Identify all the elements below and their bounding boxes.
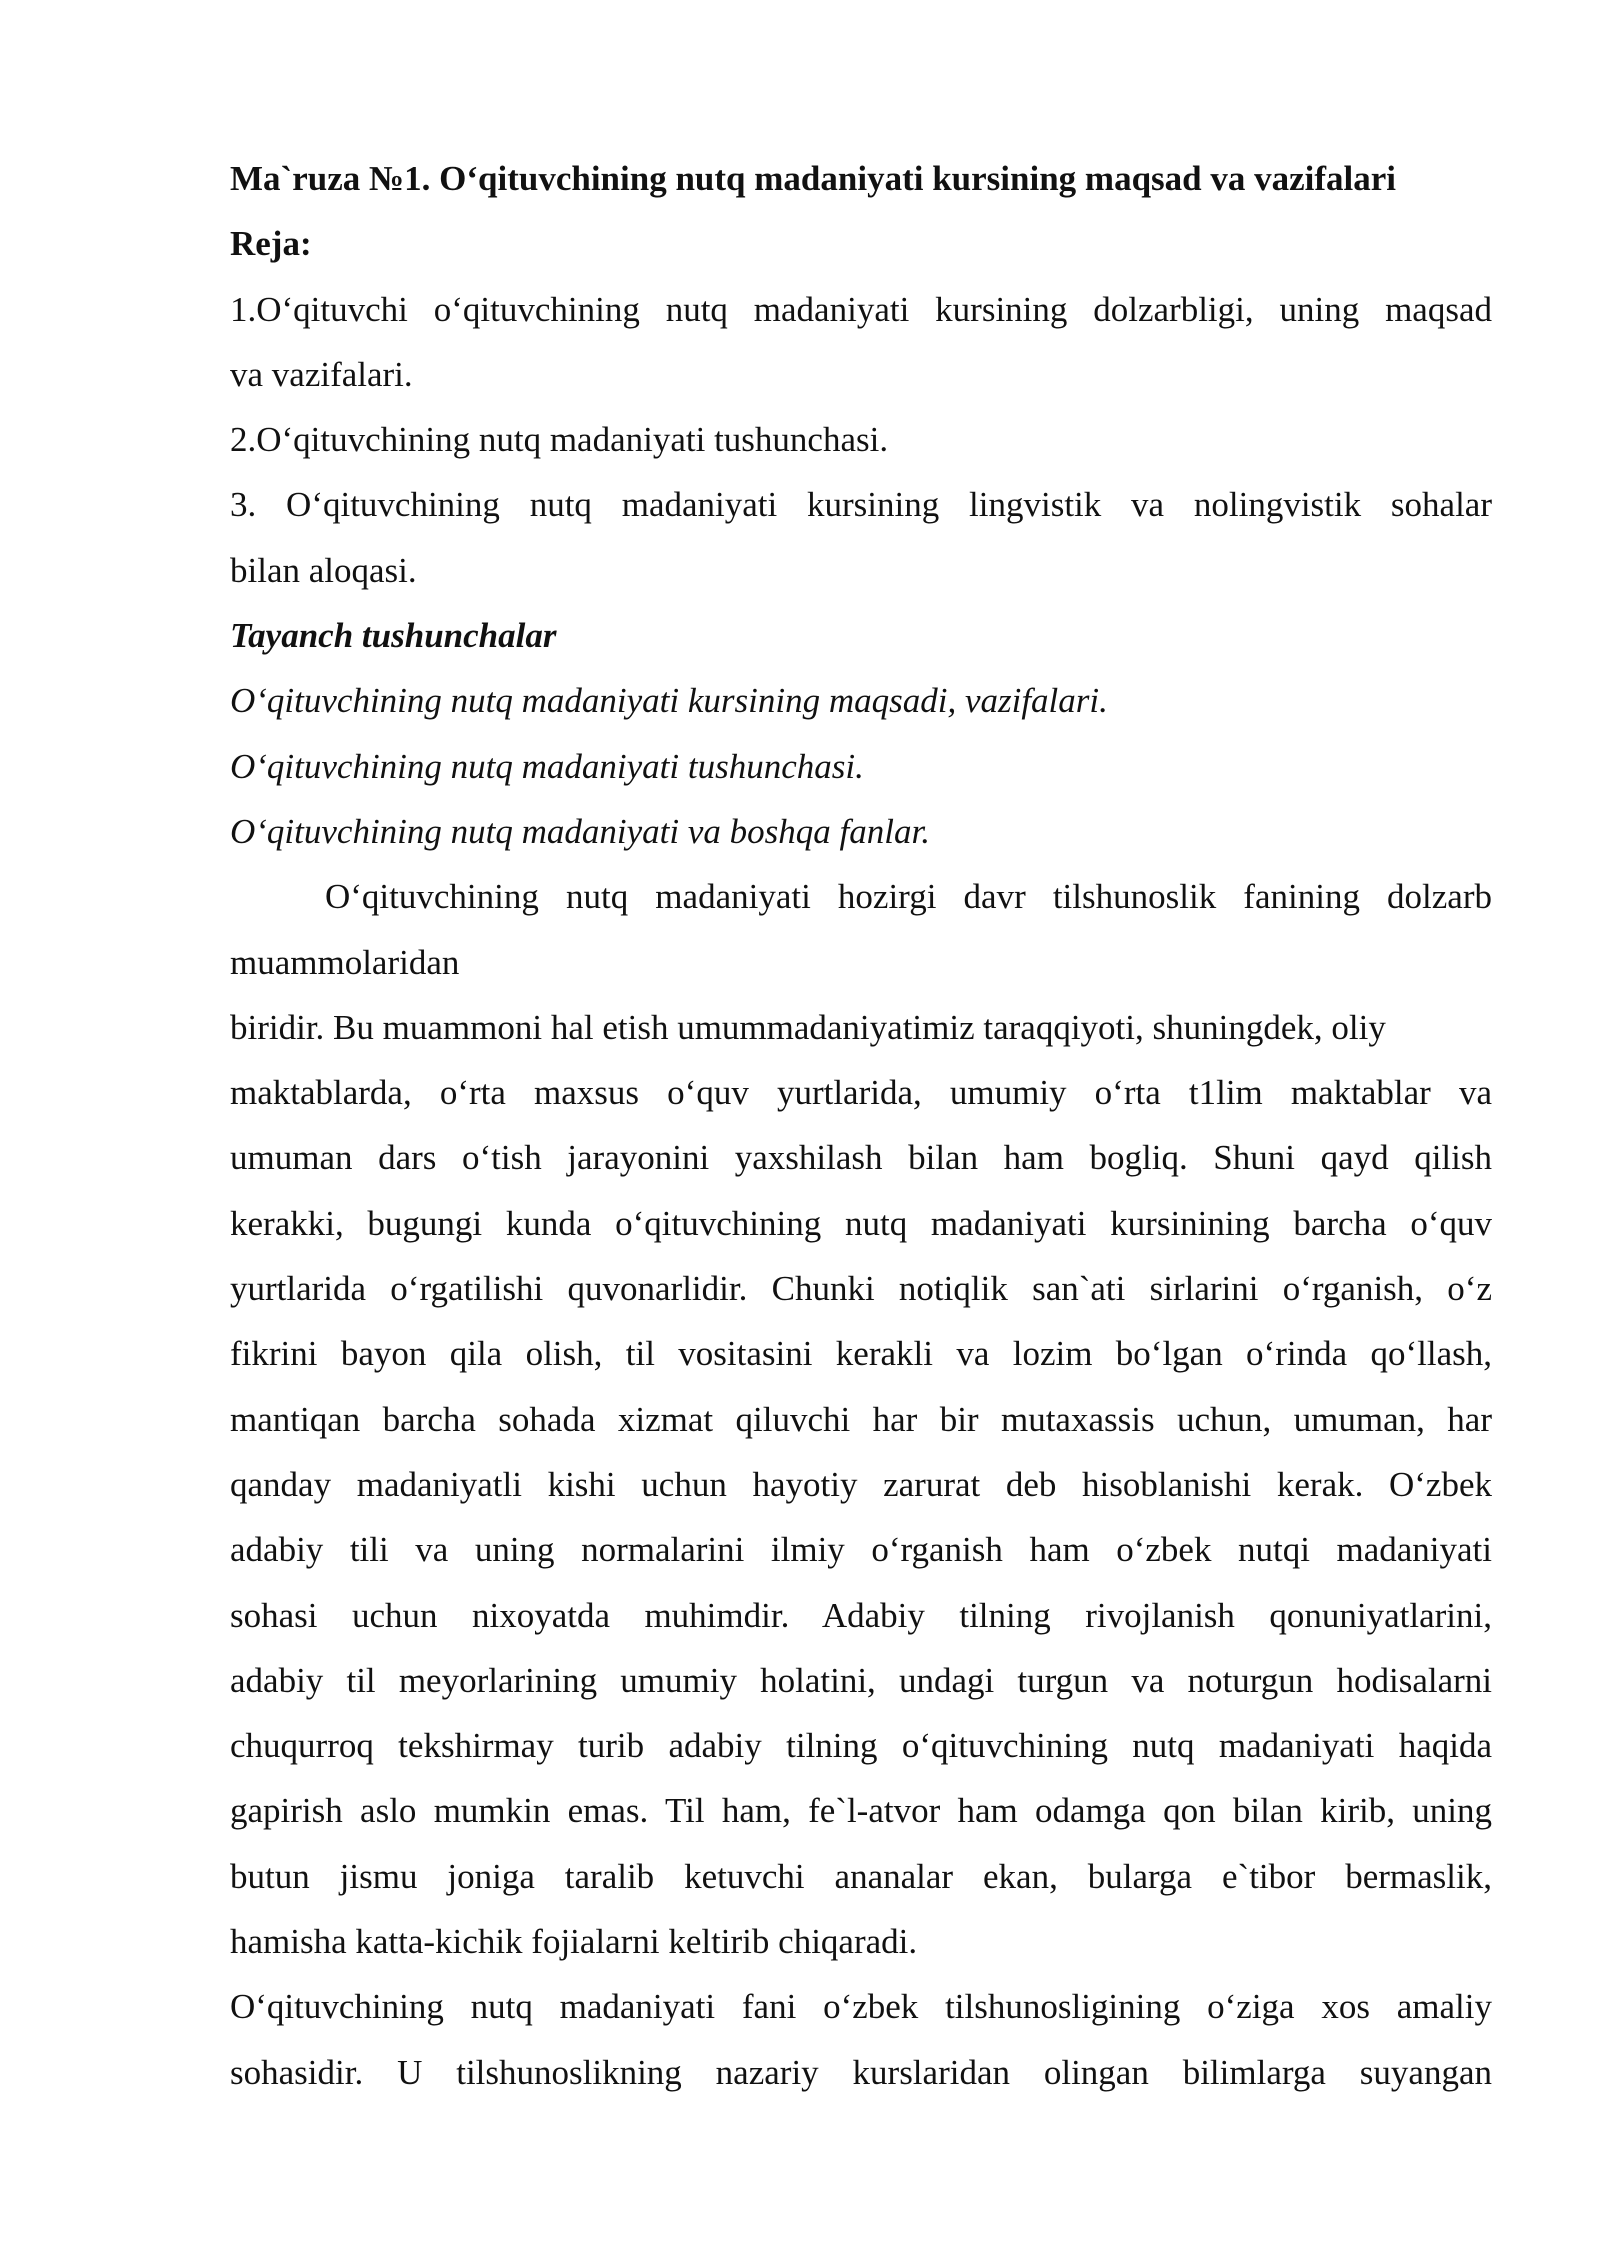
paragraph-1-line: maktablarda, o‘rta maxsus o‘quv yurtlarida, umumiy o‘rta t1lim maktablar va bbox=[230, 1073, 1492, 1113]
plan-item-3-line-2: bilan aloqasi. bbox=[230, 550, 417, 590]
paragraph-1-line: umuman dars o‘tish jarayonini yaxshilash bilan ham bogliq. Shuni qayd qilish bbox=[230, 1138, 1492, 1178]
paragraph-1-line: muammolaridan bbox=[230, 942, 460, 982]
paragraph-1-line: yurtlarida o‘rgatilishi quvonarlidir. Chunki notiqlik san`ati sirlarini o‘rganish, o‘z bbox=[230, 1269, 1492, 1309]
document-page bbox=[230, 146, 1492, 2105]
paragraph-1-line: O‘qituvchining nutq madaniyati hozirgi davr tilshunoslik fanining dolzarb bbox=[325, 877, 1492, 917]
paragraph-1-line: qanday madaniyatli kishi uchun hayotiy zarurat deb hisoblanishi kerak. O‘zbek bbox=[230, 1464, 1492, 1504]
paragraph-2-line: sohasidir. U tilshunoslikning nazariy kurslaridan olingan bilimlarga suyangan bbox=[230, 2052, 1492, 2092]
paragraph-1-line: chuqurroq tekshirmay turib adabiy tilning o‘qituvchining nutq madaniyati haqida bbox=[230, 1726, 1492, 1766]
plan-item-3-line-1: 3. O‘qituvchining nutq madaniyati kursining lingvistik va nolingvistik sohalar bbox=[230, 485, 1492, 525]
paragraph-1-line: sohasi uchun nixoyatda muhimdir. Adabiy tilning rivojlanish qonuniyatlarini, bbox=[230, 1595, 1492, 1635]
paragraph-1-line: fikrini bayon qila olish, til vositasini kerakli va lozim bo‘lgan o‘rinda qo‘llash, bbox=[230, 1334, 1492, 1374]
plan-item-2-line-1: 2.O‘qituvchining nutq madaniyati tushunchasi. bbox=[230, 420, 889, 460]
paragraph-1-line: biridir. Bu muammoni hal etish umummadaniyatimiz taraqqiyoti, shuningdek, oliy bbox=[230, 1007, 1386, 1047]
paragraph-2-line: O‘qituvchining nutq madaniyati fani o‘zbek tilshunosligining o‘ziga xos amaliy bbox=[230, 1987, 1492, 2027]
plan-item-1-line-2: va vazifalari. bbox=[230, 354, 413, 394]
paragraph-1-line: adabiy til meyorlarining umumiy holatini, undagi turgun va noturgun hodisalarni bbox=[230, 1660, 1492, 1700]
paragraph-1-line: butun jismu joniga taralib ketuvchi ananalar ekan, bularga e`tibor bermaslik, bbox=[230, 1856, 1492, 1896]
key-concept-item: O‘qituvchining nutq madaniyati tushunchasi. bbox=[230, 746, 864, 786]
key-concept-item: O‘qituvchining nutq madaniyati kursining maqsadi, vazifalari. bbox=[230, 681, 1108, 721]
key-concept-item: O‘qituvchining nutq madaniyati va boshqa fanlar. bbox=[230, 811, 930, 851]
paragraph-1-line: adabiy tili va uning normalarini ilmiy o‘rganish ham o‘zbek nutqi madaniyati bbox=[230, 1530, 1492, 1570]
document-title: Ma`ruza №1. O‘qituvchining nutq madaniyati kursining maqsad va vazifalari bbox=[230, 159, 1397, 198]
paragraph-1-line: gapirish aslo mumkin emas. Til ham, fe`l-atvor ham odamga qon bilan kirib, uning bbox=[230, 1791, 1492, 1831]
paragraph-1-line: kerakki, bugungi kunda o‘qituvchining nutq madaniyati kursinining barcha o‘quv bbox=[230, 1203, 1492, 1243]
paragraph-1-line: mantiqan barcha sohada xizmat qiluvchi har bir mutaxassis uchun, umuman, har bbox=[230, 1399, 1492, 1439]
plan-heading: Reja: bbox=[230, 224, 312, 264]
key-concepts-heading: Tayanch tushunchalar bbox=[230, 616, 557, 656]
plan-item-1-line-1: 1.O‘qituvchi o‘qituvchining nutq madaniyati kursining dolzarbligi, uning maqsad bbox=[230, 289, 1492, 329]
paragraph-1-line: hamisha katta-kichik fojialarni keltirib chiqaradi. bbox=[230, 1922, 918, 1962]
